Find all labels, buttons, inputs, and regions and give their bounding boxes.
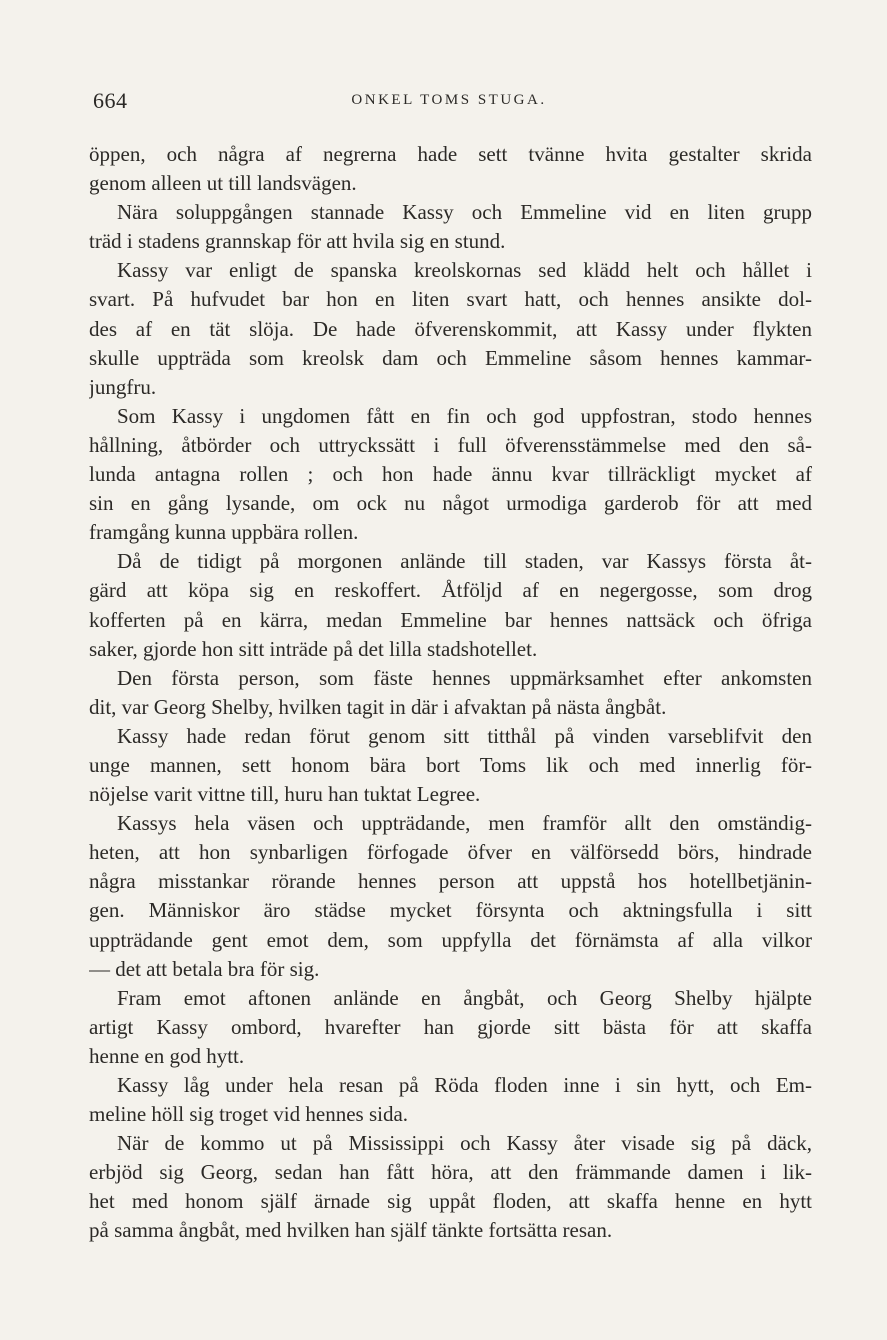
text-line: Kassys hela väsen och uppträdande, men framför allt den omständig- <box>117 811 812 836</box>
text-line: meline höll sig troget vid hennes sida. <box>89 1102 409 1127</box>
text-line: henne en god hytt. <box>89 1043 245 1068</box>
text-line: lunda antagna rollen ; och hon hade ännu kvar tillräckligt mycket af <box>89 462 812 487</box>
text-line: Kassy var enligt de spanska kreolskornas sed klädd helt och hållet i <box>117 258 812 283</box>
text-line: erbjöd sig Georg, sedan han fått höra, att den främmande damen i lik- <box>89 1160 812 1185</box>
paragraph <box>89 809 812 984</box>
text-line: kofferten på en kärra, medan Emmeline bar hennes nattsäck och öfriga <box>89 607 812 632</box>
text-line: öppen, och några af negrerna hade sett tvänne hvita gestalter skrida <box>89 142 812 166</box>
text-line: unge mannen, sett honom bära bort Toms lik och med innerlig för- <box>89 752 812 777</box>
paragraph <box>89 402 812 547</box>
text-line: Kassy hade redan förut genom sitt titthål på vinden varseblifvit den <box>117 723 812 748</box>
text-line: När de kommo ut på Mississippi och Kassy åter visade sig på däck, <box>117 1131 812 1156</box>
text-line: jungfru. <box>89 374 157 399</box>
text-line: gärd att köpa sig en reskoffert. Åtföljd af en negergosse, som drog <box>89 578 812 603</box>
text-line: träd i stadens grannskap för att hvila sig en stund. <box>89 229 506 254</box>
text-line: hållning, åtbörder och uttryckssätt i full öfverensstämmelse med den så- <box>89 432 812 457</box>
text-line: Fram emot aftonen anlände en ångbåt, och Georg Shelby hjälpte <box>117 985 812 1010</box>
paragraph <box>89 722 812 809</box>
text-line: — det att betala bra för sig. <box>89 956 320 981</box>
paragraph <box>89 664 812 722</box>
text-line: på samma ångbåt, med hvilken han själf tänkte fortsätta resan. <box>89 1218 613 1243</box>
text-line: sin en gång lysande, om ock nu något urmodiga garderob för att med <box>89 491 812 516</box>
text-line: gen. Människor äro städse mycket försynta och aktningsfulla i sitt <box>89 898 812 923</box>
text-line: artigt Kassy ombord, hvarefter han gjorde sitt bästa för att skaffa <box>89 1014 812 1039</box>
text-line: Som Kassy i ungdomen fått en fin och god uppfostran, stodo hennes <box>117 403 812 428</box>
text-line: Nära soluppgången stannade Kassy och Emmeline vid en liten grupp <box>117 200 812 225</box>
page-number: 664 <box>93 88 128 113</box>
page-header <box>93 88 805 118</box>
text-body <box>89 140 812 1246</box>
text-line: Då de tidigt på morgonen anlände till staden, var Kassys första åt- <box>117 549 812 574</box>
text-line: Den första person, som fäste hennes uppmärksamhet efter ankomsten <box>117 665 812 690</box>
text-line: några misstankar rörande hennes person att uppstå hos hotellbetjänin- <box>89 869 812 894</box>
text-line: framgång kunna uppbära rollen. <box>89 520 359 545</box>
text-line: svart. På hufvudet bar hon en liten svart hatt, och hennes ansikte dol- <box>89 287 812 312</box>
text-line: des af en tät slöja. De hade öfverenskommit, att Kassy under flykten <box>89 316 812 341</box>
paragraph <box>89 140 812 198</box>
paragraph <box>89 198 812 256</box>
paragraph <box>89 984 812 1071</box>
paragraph <box>89 1129 812 1245</box>
text-line: saker, gjorde hon sitt inträde på det lilla stadshotellet. <box>89 636 538 661</box>
text-line: dit, var Georg Shelby, hvilken tagit in där i afvaktan på nästa ångbåt. <box>89 694 667 719</box>
paragraph <box>89 547 812 663</box>
text-line: nöjelse varit vittne till, huru han tuktat Legree. <box>89 782 481 807</box>
text-line: heten, att hon synbarligen förfogade öfver en välförsedd börs, hindrade <box>89 840 812 865</box>
text-line: Kassy låg under hela resan på Röda floden inne i sin hytt, och Em- <box>117 1073 812 1097</box>
paragraph <box>89 256 812 401</box>
text-line: genom alleen ut till landsvägen. <box>89 171 357 196</box>
text-line: het med honom själf ärnade sig uppåt floden, att skaffa henne en hytt <box>89 1189 812 1214</box>
text-line: uppträdande gent emot dem, som uppfylla det förnämsta af alla vilkor <box>89 927 812 952</box>
running-title: ONKEL TOMS STUGA. <box>351 92 547 108</box>
paragraph <box>89 1071 812 1129</box>
text-line: skulle uppträda som kreolsk dam och Emmeline såsom hennes kammar- <box>89 345 812 370</box>
